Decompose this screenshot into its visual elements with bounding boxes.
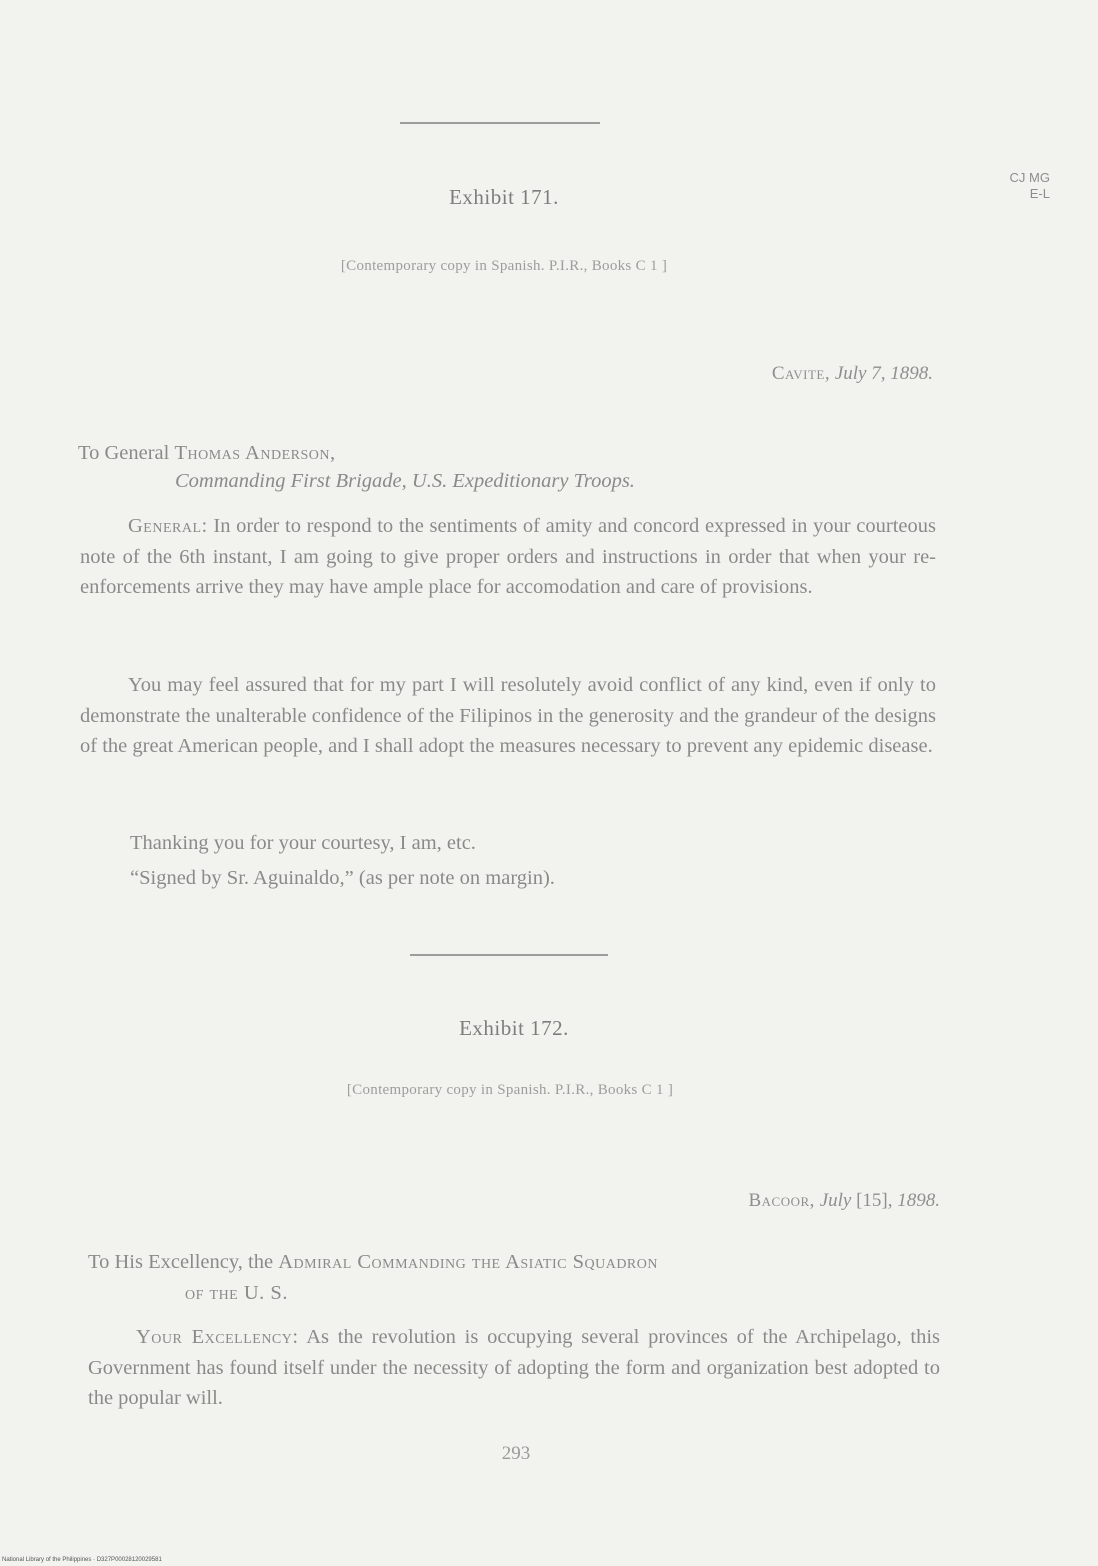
middle-divider: [410, 954, 608, 956]
exhibit-171-addressee-name: Thomas Anderson,: [174, 442, 336, 464]
exhibit-172-paragraph-1-text: As the revolution is occupying several provinces of the Archipelago, this Government has found itself under the necessity of adopting the form and organization best adopted to the popular will.: [88, 1326, 940, 1409]
exhibit-171-paragraph-2-text: You may feel assured that for my part I will resolutely avoid conflict of any kind, even if only to demonstrate the unalterable confidence of the Filipinos in the generosity and the grandeur of the designs of the great American people, and I shall adopt the measures necessary to prevent any epidemic disease.: [80, 674, 936, 757]
exhibit-171-addressee-prefix: To General: [78, 442, 170, 464]
exhibit-171-source: [Contemporary copy in Spanish. P.I.R., Books C 1 ]: [340, 258, 668, 274]
exhibit-172-date-year: 1898.: [897, 1190, 940, 1211]
exhibit-172-date-day: [15],: [856, 1190, 893, 1211]
exhibit-171-date: July 7, 1898.: [834, 363, 933, 384]
exhibit-171-addressee: [78, 438, 336, 469]
exhibit-172-addressee-prefix: To His Excellency, the: [88, 1251, 274, 1273]
exhibit-171-signature: “Signed by Sr. Aguinaldo,” (as per note on margin).: [130, 867, 555, 889]
exhibit-172-addressee-name-1: Admiral Commanding the Asiatic Squadron: [278, 1251, 658, 1273]
footer-caption: National Library of the Philippines · D327P00028120029581: [2, 1557, 162, 1563]
exhibit-171-place: Cavite,: [771, 363, 831, 384]
exhibit-171-closing: Thanking you for your courtesy, I am, etc.: [130, 832, 476, 854]
exhibit-171-salutation: General:: [128, 515, 208, 537]
exhibit-172-paragraph-1: [88, 1322, 940, 1414]
exhibit-171-dateline: [772, 363, 933, 385]
exhibit-172-place: Bacoor,: [748, 1190, 815, 1211]
exhibit-172-dateline: [749, 1190, 941, 1212]
exhibit-171-paragraph-1: [80, 511, 936, 603]
exhibit-171-paragraph-2: [80, 670, 936, 762]
exhibit-172-heading: Exhibit 172.: [459, 1016, 569, 1040]
exhibit-171-heading: Exhibit 171.: [449, 185, 559, 209]
margin-note-line-1: CJ MG: [1009, 170, 1050, 185]
exhibit-171-paragraph-1-text: In order to respond to the sentiments of amity and concord expressed in your courteous note of the 6th instant, I am going to give proper orders and instructions in order that when your re-enforcements arrive they may have ample place for accomodation and care of provisions.: [80, 515, 936, 598]
exhibit-171-addressee-title: Commanding First Brigade, U.S. Expeditionary Troops.: [175, 470, 635, 492]
margin-note-line-2: E-L: [1029, 186, 1050, 201]
exhibit-172-addressee: [88, 1247, 938, 1278]
page-number: 293: [501, 1443, 531, 1464]
exhibit-172-source: [Contemporary copy in Spanish. P.I.R., Books C 1 ]: [346, 1082, 674, 1098]
top-divider: [400, 122, 600, 124]
exhibit-172-addressee-name-2: of the U. S.: [185, 1282, 288, 1304]
exhibit-172-date-month: July: [819, 1190, 852, 1211]
exhibit-172-salutation: Your Excellency:: [136, 1326, 299, 1348]
